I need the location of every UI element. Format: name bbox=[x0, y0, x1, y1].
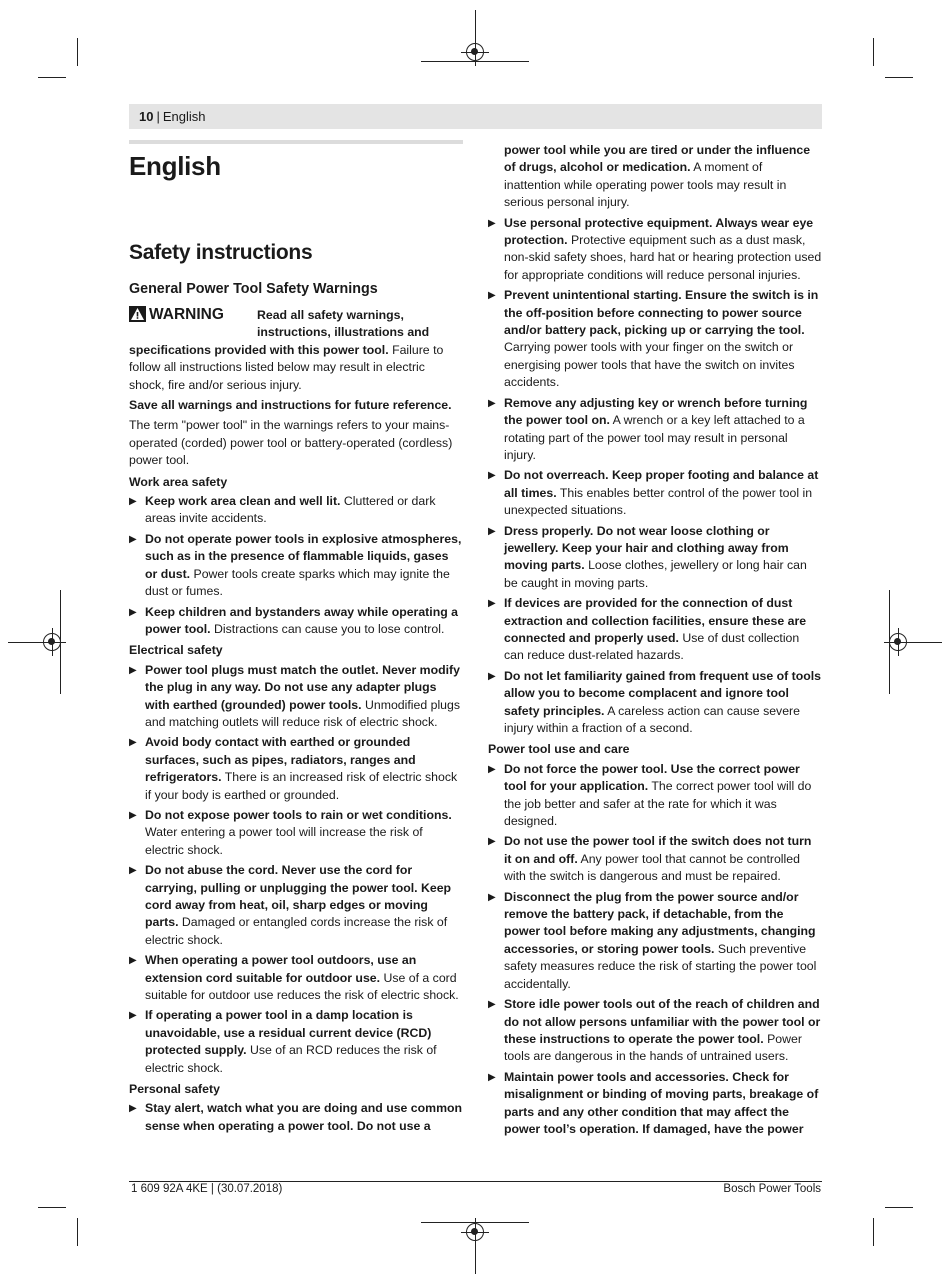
arrow-bullet-icon: ▶ bbox=[129, 809, 137, 821]
arrow-bullet-icon: ▶ bbox=[488, 290, 496, 302]
work-area-title: Work area safety bbox=[129, 474, 228, 489]
list-item: ▶ Keep children and bystanders away while operating a power tool. Distractions can cause you to lose control. bbox=[129, 604, 458, 636]
arrow-bullet-icon: ▶ bbox=[488, 598, 496, 610]
list-item: ▶ Keep work area clean and well lit. Cluttered or dark areas invite accidents. bbox=[129, 494, 436, 526]
arrow-bullet-icon: ▶ bbox=[488, 999, 496, 1011]
arrow-bullet-icon: ▶ bbox=[129, 533, 137, 545]
list-item: ▶ Prevent unintentional starting. Ensure the switch is in the off-position before connecting to power source and/or battery pack, picking up or carrying the tool. Carrying power tools with your finger on the switch or energising power tools that have the switch on invites accidents. bbox=[488, 288, 819, 390]
arrow-bullet-icon: ▶ bbox=[129, 1103, 137, 1115]
crop-mark bbox=[873, 1218, 874, 1246]
footer-rule bbox=[129, 1181, 822, 1182]
arrow-bullet-icon: ▶ bbox=[129, 1010, 137, 1022]
personal-title: Personal safety bbox=[129, 1082, 220, 1097]
tool-use-title: Power tool use and care bbox=[488, 742, 630, 757]
save-note: Save all warnings and instructions for future reference. bbox=[129, 398, 452, 413]
list-item: ▶ Disconnect the plug from the power source and/or remove the battery pack, if detachable, from the power tool before making any adjustments, changing accessories, or storing power tools. Such preventive safety measures reduce the risk of starting the power tool accidentally. bbox=[488, 889, 817, 991]
arrow-bullet-icon: ▶ bbox=[488, 470, 496, 482]
list-item: ▶ Dress properly. Do not wear loose clothing or jewellery. Keep your hair and clothing away from moving parts. Loose clothes, jewellery or long hair can be caught in moving parts. bbox=[488, 523, 807, 590]
arrow-bullet-icon: ▶ bbox=[488, 763, 496, 775]
crop-mark bbox=[885, 1207, 913, 1208]
page-header: 10 | English bbox=[129, 104, 822, 129]
page-title: English bbox=[129, 151, 221, 181]
arrow-bullet-icon: ▶ bbox=[488, 525, 496, 537]
list-item: ▶ When operating a power tool outdoors, use an extension cord suitable for outdoor use. Use of a cord suitable for outdoor use reduces the risk of electric shock. bbox=[129, 953, 459, 1003]
header-language: English bbox=[162, 109, 206, 124]
term-note: The term "power tool" in the warnings refers to your mains-operated (corded) power tool or battery-operated (cordless) power tool. bbox=[129, 418, 453, 468]
electrical-title: Electrical safety bbox=[129, 643, 223, 658]
list-item: ▶ Do not expose power tools to rain or wet conditions. Water entering a power tool will increase the risk of electric shock. bbox=[129, 807, 452, 857]
warning-block bbox=[129, 305, 463, 394]
section-title: Safety instructions bbox=[129, 241, 313, 264]
list-item: ▶ Store idle power tools out of the reach of children and do not allow persons unfamiliar with the power tool or these instructions to operate the power tool. Power tools are dangerous in the hands of untrained users. bbox=[488, 997, 821, 1064]
arrow-bullet-icon: ▶ bbox=[129, 865, 137, 877]
arrow-bullet-icon: ▶ bbox=[488, 891, 496, 903]
arrow-bullet-icon: ▶ bbox=[488, 217, 496, 229]
left-column bbox=[129, 140, 463, 1138]
crop-mark bbox=[77, 1218, 78, 1246]
page-number: 10 bbox=[139, 109, 154, 124]
list-item: ▶ Avoid body contact with earthed or grounded surfaces, such as pipes, radiators, ranges and refrigerators. There is an increased risk of electric shock if your body is earthed or grounded. bbox=[129, 735, 458, 802]
list-item: ▶ Remove any adjusting key or wrench before turning the power tool on. A wrench or a key left attached to a rotating part of the power tool may result in personal injury. bbox=[488, 395, 808, 462]
arrow-bullet-icon: ▶ bbox=[129, 496, 137, 508]
electrical-list bbox=[129, 662, 463, 1077]
list-item: ▶ Do not abuse the cord. Never use the cord for carrying, pulling or unplugging the power tool. Keep cord away from heat, oil, sharp edges or moving parts. Damaged or entangled cords increase the risk of electric shock. bbox=[129, 863, 452, 947]
personal-list bbox=[488, 142, 822, 737]
warning-lead-text: Failure to follow all instructions listed below may result in electric shock, fire and/or serious injury. bbox=[129, 342, 444, 392]
registration-mark-icon bbox=[889, 633, 907, 651]
list-item-continued: power tool while you are tired or under the influence of drugs, alcohol or medication. A moment of inattention while operating power tools may result in serious personal injury. bbox=[504, 143, 811, 210]
arrow-bullet-icon: ▶ bbox=[488, 670, 496, 682]
registration-mark-icon bbox=[466, 43, 484, 61]
list-item: ▶ Do not use the power tool if the switch does not turn it on and off. Any power tool that cannot be controlled with the switch is dangerous and must be repaired. bbox=[488, 834, 812, 884]
arrow-bullet-icon: ▶ bbox=[129, 737, 137, 749]
tool-use-list bbox=[488, 761, 822, 1139]
arrow-bullet-icon: ▶ bbox=[488, 397, 496, 409]
registration-mark-icon bbox=[43, 633, 61, 651]
arrow-bullet-icon: ▶ bbox=[129, 606, 137, 618]
crop-mark bbox=[77, 38, 78, 66]
list-item: ▶ Use personal protective equipment. Always wear eye protection. Protective equipment such as a dust mask, non-skid safety shoes, hard hat or hearing protection used for appropriate conditions will reduce personal injuries. bbox=[488, 215, 822, 282]
crop-mark bbox=[38, 77, 66, 78]
warning-lead-bold: Read all safety warnings, instructions, illustrations and specifications provided with this power tool. bbox=[129, 308, 430, 357]
title-rule bbox=[129, 140, 463, 144]
work-area-list bbox=[129, 493, 463, 638]
list-item: ▶ Do not force the power tool. Use the correct power tool for your application. The correct power tool will do the job better and safer at the rate for which it was designed. bbox=[488, 761, 812, 829]
crop-mark bbox=[38, 1207, 66, 1208]
arrow-bullet-icon: ▶ bbox=[488, 836, 496, 848]
list-item: ▶ Do not operate power tools in explosive atmospheres, such as in the presence of flammable liquids, gases or dust. Power tools create sparks which may ignite the dust or fumes. bbox=[129, 531, 462, 599]
list-item: ▶ Power tool plugs must match the outlet. Never modify the plug in any way. Do not use any adapter plugs with earthed (grounded) power tools. Unmodified plugs and matching outlets will reduce risk of electric shock. bbox=[129, 662, 460, 729]
list-item: ▶ Stay alert, watch what you are doing and use common sense when operating a power tool. Do not use a bbox=[129, 1101, 463, 1133]
subsection-title: General Power Tool Safety Warnings bbox=[129, 281, 378, 297]
arrow-bullet-icon: ▶ bbox=[129, 664, 137, 676]
right-column bbox=[488, 142, 822, 1141]
warning-triangle-icon bbox=[129, 306, 146, 322]
arrow-bullet-icon: ▶ bbox=[129, 955, 137, 967]
crop-mark bbox=[873, 38, 874, 66]
personal-list-start bbox=[129, 1100, 463, 1135]
list-item: ▶ Do not overreach. Keep proper footing and balance at all times. This enables better control of the power tool in unexpected situations. bbox=[488, 468, 819, 518]
warning-badge bbox=[129, 305, 257, 325]
arrow-bullet-icon: ▶ bbox=[488, 1071, 496, 1083]
footer-brand: Bosch Power Tools bbox=[723, 1183, 821, 1195]
list-item: ▶ If operating a power tool in a damp location is unavoidable, use a residual current device (RCD) protected supply. Use of an RCD reduces the risk of electric shock. bbox=[129, 1008, 437, 1075]
list-item: ▶ Maintain power tools and accessories. Check for misalignment or binding of moving parts, breakage of parts and any other condition that may affect the power tool’s operation. If damaged, have the power bbox=[488, 1069, 819, 1136]
footer-doc-ref: 1 609 92A 4KE | (30.07.2018) bbox=[131, 1183, 283, 1195]
registration-mark-icon bbox=[466, 1223, 484, 1241]
warning-label: WARNING bbox=[149, 306, 224, 323]
list-item: ▶ Do not let familiarity gained from frequent use of tools allow you to become complacent and ignore tool safety principles. A careless action can cause severe injury within a fraction of a second. bbox=[488, 668, 822, 735]
crop-mark bbox=[885, 77, 913, 78]
list-item: ▶ If devices are provided for the connection of dust extraction and collection facilities, ensure these are connected and properly used. Use of dust collection can reduce dust-related hazards. bbox=[488, 596, 807, 663]
